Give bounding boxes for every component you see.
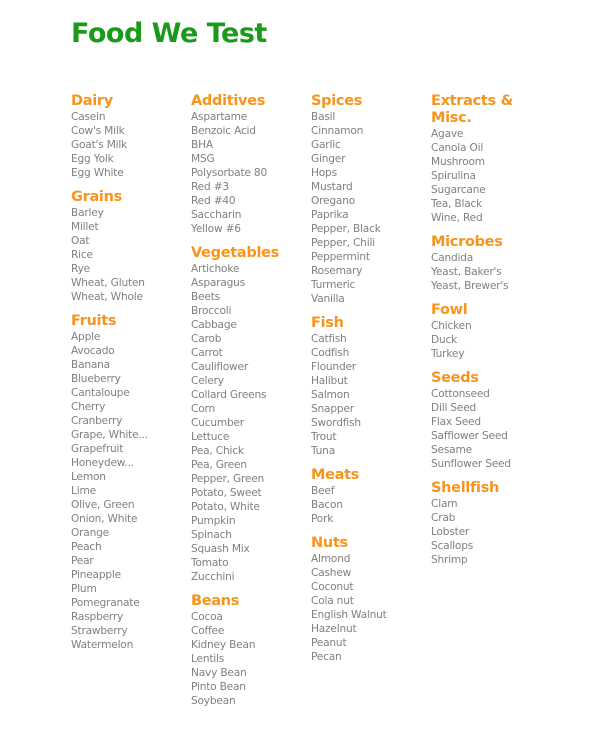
food-category <box>191 593 309 708</box>
food-item: Pepper, Chili <box>311 237 375 249</box>
food-item: Cranberry <box>71 415 123 427</box>
food-item: Celery <box>191 375 224 387</box>
food-item: Garlic <box>311 139 341 151</box>
food-item: Wheat, Gluten <box>71 277 145 289</box>
column-3 <box>311 93 429 673</box>
category-heading: Meats <box>311 467 360 483</box>
food-item: Hazelnut <box>311 623 357 635</box>
food-item: Watermelon <box>71 639 134 651</box>
food-item: Flax Seed <box>431 416 481 428</box>
column-4 <box>431 93 549 576</box>
food-item: Cherry <box>71 401 106 413</box>
food-item: Pepper, Green <box>191 473 265 485</box>
food-item: Crab <box>431 512 456 524</box>
food-item: Red #40 <box>191 195 236 207</box>
category-heading: Beans <box>191 593 240 609</box>
food-list <box>191 262 309 584</box>
food-item: Peanut <box>311 637 347 649</box>
category-heading: Additives <box>191 93 266 109</box>
food-item: Lime <box>71 485 96 497</box>
food-item: Almond <box>311 553 351 565</box>
food-item: Trout <box>311 431 337 443</box>
food-item: Spinach <box>191 529 232 541</box>
food-item: Turmeric <box>311 279 356 291</box>
food-item: Coconut <box>311 581 354 593</box>
food-item: Rosemary <box>311 265 363 277</box>
column-2 <box>191 93 309 717</box>
food-item: Blueberry <box>71 373 121 385</box>
food-category <box>311 93 429 306</box>
food-item: Pomegranate <box>71 597 140 609</box>
food-item: Basil <box>311 111 336 123</box>
food-category <box>71 189 189 304</box>
food-category <box>71 313 189 652</box>
food-item: Codfish <box>311 347 350 359</box>
food-item: Rice <box>71 249 93 261</box>
food-list <box>431 387 549 471</box>
food-list <box>311 552 429 664</box>
food-item: Mustard <box>311 181 353 193</box>
food-item: Cow's Milk <box>71 125 125 137</box>
food-item: Artichoke <box>191 263 240 275</box>
food-item: Paprika <box>311 209 349 221</box>
category-heading: Seeds <box>431 370 479 386</box>
category-heading: Spices <box>311 93 363 109</box>
food-item: Yeast, Baker's <box>431 266 502 278</box>
food-list <box>431 251 549 293</box>
food-list <box>71 206 189 304</box>
food-list <box>431 497 549 567</box>
food-category <box>71 93 189 180</box>
food-category <box>311 315 429 458</box>
food-item: Halibut <box>311 375 348 387</box>
food-item: Hops <box>311 167 337 179</box>
food-item: Soybean <box>191 695 236 707</box>
food-item: Benzoic Acid <box>191 125 256 137</box>
food-item: Avocado <box>71 345 115 357</box>
category-heading: Shellfish <box>431 480 500 496</box>
category-heading <box>431 93 549 127</box>
food-item: Cucumber <box>191 417 244 429</box>
food-category <box>311 535 429 664</box>
food-item: Zucchini <box>191 571 235 583</box>
food-item: Yellow #6 <box>191 223 241 235</box>
food-item: Oat <box>71 235 90 247</box>
category-heading-line: Misc. <box>431 110 472 126</box>
food-item: Apple <box>71 331 101 343</box>
food-item: Orange <box>71 527 109 539</box>
food-item: Strawberry <box>71 625 128 637</box>
category-heading: Nuts <box>311 535 348 551</box>
food-category <box>431 93 549 225</box>
food-item: Catfish <box>311 333 347 345</box>
food-item: Wine, Red <box>431 212 483 224</box>
category-heading: Fish <box>311 315 344 331</box>
food-item: Potato, White <box>191 501 260 513</box>
category-heading: Fowl <box>431 302 468 318</box>
page-title: Food We Test <box>71 18 267 49</box>
food-list <box>311 484 429 526</box>
food-item: Salmon <box>311 389 350 401</box>
food-item: Sesame <box>431 444 472 456</box>
food-item: Tea, Black <box>431 198 483 210</box>
food-item: English Walnut <box>311 609 387 621</box>
food-item: Wheat, Whole <box>71 291 143 303</box>
column-1 <box>71 93 189 661</box>
food-item: Broccoli <box>191 305 232 317</box>
food-item: Potato, Sweet <box>191 487 262 499</box>
food-item: Lentils <box>191 653 225 665</box>
category-heading: Fruits <box>71 313 117 329</box>
food-item: Pineapple <box>71 569 121 581</box>
food-item: Sunflower Seed <box>431 458 511 470</box>
food-item: Sugarcane <box>431 184 486 196</box>
food-item: Barley <box>71 207 104 219</box>
food-item: Beets <box>191 291 220 303</box>
food-item: Plum <box>71 583 97 595</box>
food-item: Peppermint <box>311 251 370 263</box>
food-item: Agave <box>431 128 464 140</box>
food-item: Duck <box>431 334 458 346</box>
food-item: Cauliflower <box>191 361 248 373</box>
food-item: Cinnamon <box>311 125 364 137</box>
food-category <box>431 370 549 471</box>
food-item: Navy Bean <box>191 667 247 679</box>
food-item: Cashew <box>311 567 352 579</box>
food-item: Bacon <box>311 499 343 511</box>
food-item: BHA <box>191 139 213 151</box>
food-item: Red #3 <box>191 181 229 193</box>
food-item: Kidney Bean <box>191 639 256 651</box>
food-item: Tomato <box>191 557 229 569</box>
food-category <box>431 234 549 293</box>
food-item: Spirulina <box>431 170 476 182</box>
food-list <box>311 332 429 458</box>
food-item: Dill Seed <box>431 402 477 414</box>
food-item: Pea, Green <box>191 459 247 471</box>
food-item: Snapper <box>311 403 354 415</box>
food-item: Honeydew... <box>71 457 134 469</box>
food-category <box>431 480 549 567</box>
food-item: Oregano <box>311 195 355 207</box>
food-item: Clam <box>431 498 458 510</box>
food-item: Millet <box>71 221 99 233</box>
food-item: Pinto Bean <box>191 681 246 693</box>
food-item: Corn <box>191 403 215 415</box>
food-item: Asparagus <box>191 277 245 289</box>
food-item: Lettuce <box>191 431 230 443</box>
food-item: Scallops <box>431 540 474 552</box>
category-heading: Grains <box>71 189 122 205</box>
food-item: Onion, White <box>71 513 138 525</box>
food-item: Aspartame <box>191 111 248 123</box>
food-list <box>191 110 309 236</box>
food-item: Casein <box>71 111 106 123</box>
food-list <box>71 110 189 180</box>
food-item: Flounder <box>311 361 356 373</box>
food-item: Tuna <box>311 445 335 457</box>
food-category <box>191 245 309 584</box>
food-category <box>311 467 429 526</box>
food-category <box>191 93 309 236</box>
food-item: Ginger <box>311 153 346 165</box>
food-item: Peach <box>71 541 102 553</box>
food-category <box>431 302 549 361</box>
food-item: MSG <box>191 153 215 165</box>
food-item: Pea, Chick <box>191 445 244 457</box>
food-item: Chicken <box>431 320 472 332</box>
food-item: Pepper, Black <box>311 223 381 235</box>
food-item: Polysorbate 80 <box>191 167 267 179</box>
food-item: Rye <box>71 263 90 275</box>
food-item: Cola nut <box>311 595 354 607</box>
food-list <box>191 610 309 708</box>
food-item: Beef <box>311 485 335 497</box>
food-list <box>431 319 549 361</box>
category-heading: Dairy <box>71 93 113 109</box>
food-item: Cantaloupe <box>71 387 130 399</box>
food-item: Carrot <box>191 347 223 359</box>
food-item: Coffee <box>191 625 225 637</box>
category-heading: Vegetables <box>191 245 280 261</box>
category-heading: Microbes <box>431 234 503 250</box>
food-item: Pecan <box>311 651 342 663</box>
food-item: Cocoa <box>191 611 223 623</box>
food-item: Pear <box>71 555 94 567</box>
food-item: Cabbage <box>191 319 237 331</box>
food-list <box>71 330 189 652</box>
food-item: Pork <box>311 513 334 525</box>
food-item: Lobster <box>431 526 470 538</box>
food-item: Swordfish <box>311 417 361 429</box>
food-item: Cottonseed <box>431 388 490 400</box>
food-item: Collard Greens <box>191 389 267 401</box>
food-list <box>311 110 429 306</box>
food-list <box>431 127 549 225</box>
food-item: Lemon <box>71 471 106 483</box>
food-item: Candida <box>431 252 474 264</box>
food-item: Carob <box>191 333 222 345</box>
food-item: Squash Mix <box>191 543 250 555</box>
food-item: Mushroom <box>431 156 485 168</box>
food-item: Saccharin <box>191 209 242 221</box>
category-heading-line: Extracts & <box>431 93 513 109</box>
food-item: Yeast, Brewer's <box>431 280 509 292</box>
food-item: Olive, Green <box>71 499 135 511</box>
food-item: Pumpkin <box>191 515 236 527</box>
food-item: Goat's Milk <box>71 139 128 151</box>
food-item: Turkey <box>431 348 465 360</box>
food-item: Raspberry <box>71 611 124 623</box>
food-item: Safflower Seed <box>431 430 508 442</box>
food-item: Canola Oil <box>431 142 484 154</box>
food-item: Egg White <box>71 167 124 179</box>
food-item: Vanilla <box>311 293 345 305</box>
food-item: Grape, White... <box>71 429 148 441</box>
food-item: Shrimp <box>431 554 468 566</box>
food-item: Egg Yolk <box>71 153 114 165</box>
food-item: Grapefruit <box>71 443 124 455</box>
food-item: Banana <box>71 359 110 371</box>
